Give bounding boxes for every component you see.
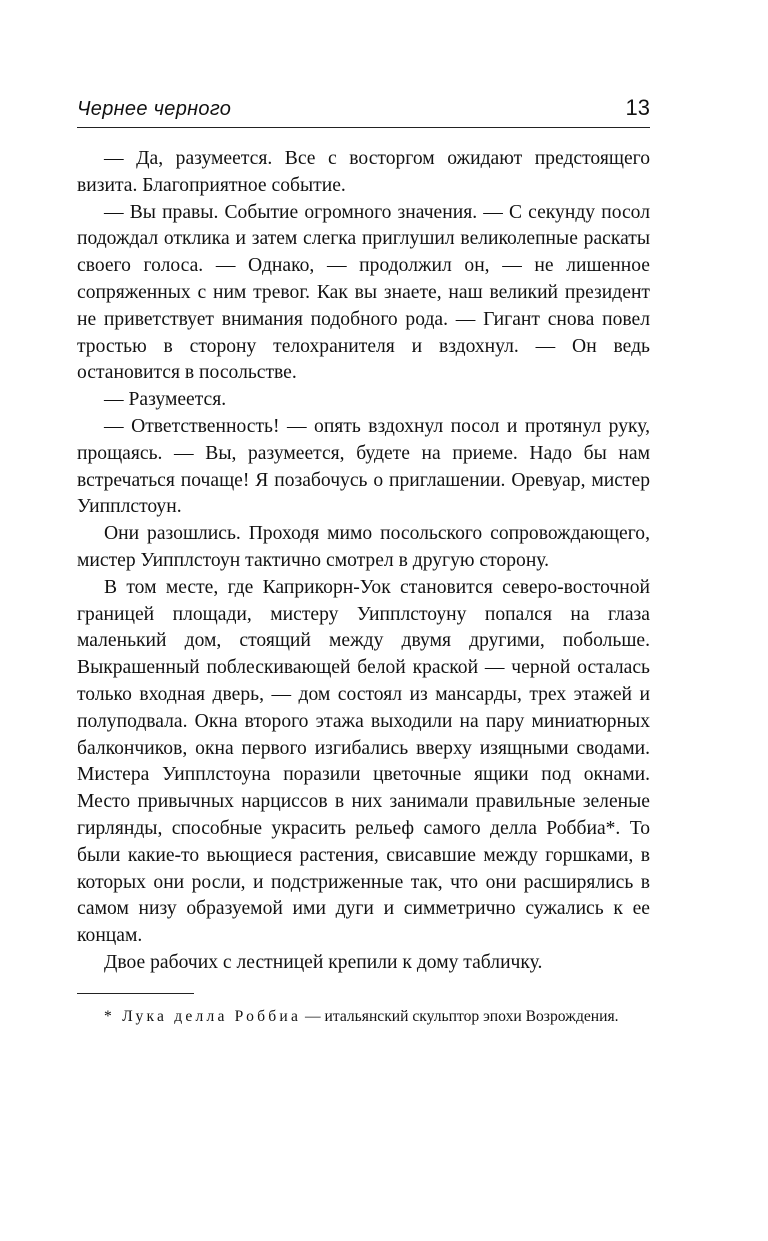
footnote-rule [77,993,194,994]
body-text [77,146,650,977]
page-number: 13 [625,95,650,120]
paragraph: Двое рабочих с лестницей крепили к дому табличку. [104,951,543,973]
footnote [77,1006,650,1027]
book-page [77,93,650,1027]
footnote-term: * Лука делла Роббиа [104,1007,302,1025]
paragraph: В том месте, где Каприкорн-Уок становится северо-восточной границей площади, мистеру Уипплстоуну попался на глаза маленький дом, стоящий между двумя другими, побольше. Выкрашенный поблескивающей белой краской — черной осталась только входная дверь, — дом состоял из мансарды, трех этажей и полуподвала. Окна второго этажа выходили на пару миниатюрных балкончиков, окна первого изгибались вверху изящными сводами. Мистера Уипплстоуна поразили цветочные ящики под окнами. Место привычных нарциссов в них занимали правильные зеленые гирлянды, способные украсить рельеф самого делла Роббиа*. То были какие-то вьющиеся растения, свисавшие между горшками, в которых они росли, и подстриженные так, что они расширялись в самом низу образуемой ими дуги и симметрично сужались к ее концам. [77,576,650,947]
running-head [77,93,650,128]
footnote-text: — итальянский скульптор эпохи Возрождения. [301,1007,619,1025]
paragraph: — Вы правы. Событие огромного значения. — С секунду посол подождал отклика и затем слегка приглушил великолепные раскаты своего голоса. — Однако, — продолжил он, — не лишенное сопряженных с ним тревог. Как вы знаете, наш великий президент не приветствует внимания подобного рода. — Гигант снова повел тростью в сторону телохранителя и вздохнул. — Он ведь остановится в посольстве. [77,201,650,384]
paragraph: — Да, разумеется. Все с восторгом ожидают предстоящего визита. Благоприятное событие. [77,148,650,196]
running-title: Чернее черного [77,98,232,120]
paragraph: — Ответственность! — опять вздохнул посол и протянул руку, прощаясь. — Вы, разумеется, будете на приеме. Надо бы нам встречаться почаще! Я позабочусь о приглашении. Оревуар, мистер Уипплстоун. [77,415,650,518]
paragraph: — Разумеется. [104,389,227,411]
paragraph: Они разошлись. Проходя мимо посольского сопровождающего, мистер Уипплстоун тактично смотрел в другую сторону. [77,523,650,571]
